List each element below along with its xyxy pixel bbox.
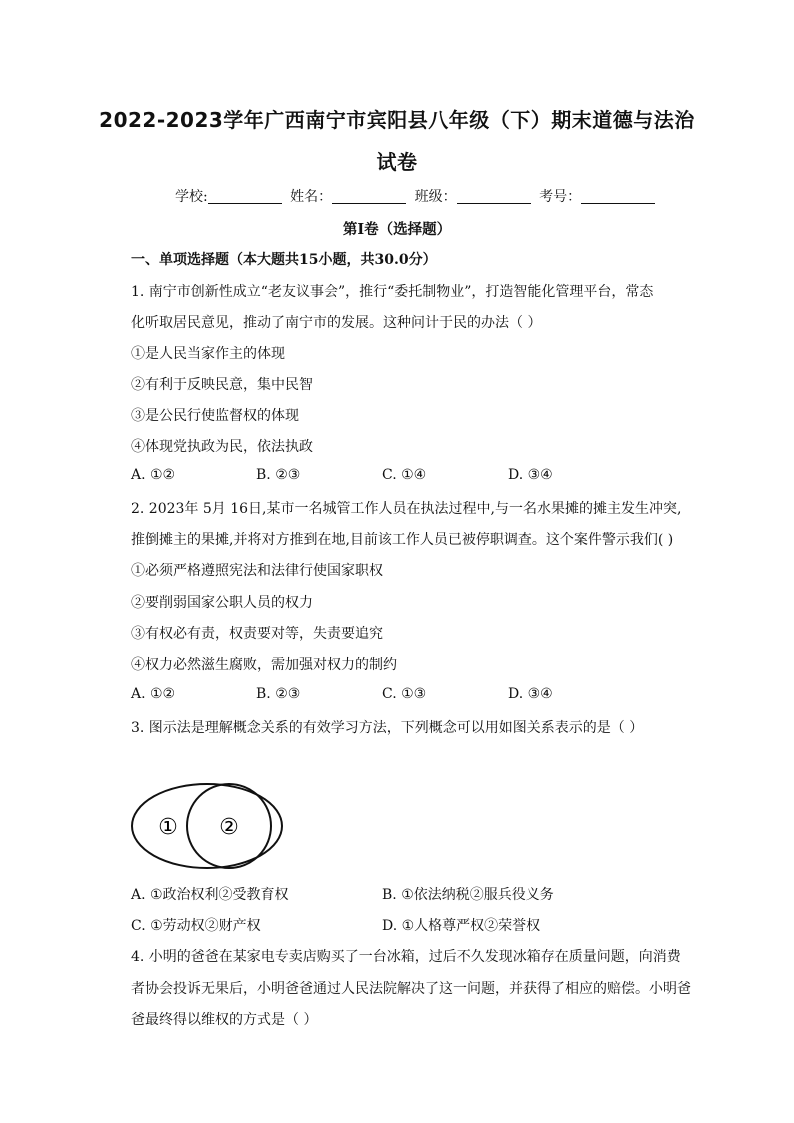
- q2-item-3: ③有权必有责，权责要对等，失责要追究: [131, 626, 383, 642]
- part-heading: 一、单项选择题（本大题共15小题，共30.0分）: [131, 252, 437, 268]
- q2-stem-line1: 2. 2023年 5月 16日,某市一名城管工作人员在执法过程中,与一名水果摊的摊主发生冲突,: [131, 501, 682, 517]
- q2-option-d[interactable]: D. ③④: [508, 686, 553, 702]
- venn-label-2: ②: [219, 815, 239, 840]
- q1-item-2: ②有利于反映民意，集中民智: [131, 377, 313, 393]
- q1-stem-line2: 化听取居民意见，推动了南宁市的发展。这种问计于民的办法（ ）: [131, 315, 542, 331]
- q4-stem-line3: 爸最终得以维权的方式是（ ）: [131, 1012, 318, 1028]
- q2-option-c[interactable]: C. ①③: [382, 686, 427, 702]
- q3-option-b[interactable]: B. ①依法纳税②服兵役义务: [382, 887, 554, 903]
- name-label: 姓名：: [290, 189, 333, 205]
- section-title: 第Ⅰ卷（选择题）: [342, 221, 452, 238]
- q1-option-a[interactable]: A. ①②: [131, 467, 176, 483]
- q4-stem-line2: 者协会投诉无果后，小明爸爸通过人民法院解决了这一问题，并获得了相应的赔偿。小明爸: [131, 981, 691, 997]
- q2-item-2: ②要削弱国家公职人员的权力: [131, 595, 313, 611]
- q3-option-a[interactable]: A. ①政治权利②受教育权: [131, 887, 289, 903]
- q2-item-1: ①必须严格遵照宪法和法律行使国家职权: [131, 563, 383, 579]
- exam-number-label: 考号：: [539, 189, 582, 205]
- name-blank[interactable]: [332, 189, 406, 204]
- q1-option-d[interactable]: D. ③④: [508, 467, 553, 483]
- q3-option-d[interactable]: D. ①人格尊严权②荣誉权: [382, 918, 541, 934]
- exam-title-line1: 2022-2023学年广西南宁市宾阳县八年级（下）期末道德与法治: [99, 108, 695, 132]
- q1-option-c[interactable]: C. ①④: [382, 467, 427, 483]
- q3-option-c[interactable]: C. ①劳动权②财产权: [131, 918, 261, 934]
- q1-item-1: ①是人民当家作主的体现: [131, 346, 285, 362]
- q4-stem-line1: 4. 小明的爸爸在某家电专卖店购买了一台冰箱，过后不久发现冰箱存在质量问题，向消费: [131, 949, 681, 965]
- school-label: 学校:: [175, 189, 208, 205]
- exam-title-line2: 试卷: [376, 150, 418, 174]
- q2-option-a[interactable]: A. ①②: [131, 686, 176, 702]
- q3-stem-line1: 3. 图示法是理解概念关系的有效学习方法，下列概念可以用如图关系表示的是（ ）: [131, 720, 644, 736]
- q1-stem-line1: 1. 南宁市创新性成立“老友议事会”，推行“委托制物业”，打造智能化管理平台，常态: [131, 284, 654, 300]
- q1-item-4: ④体现党执政为民，依法执政: [131, 439, 313, 455]
- q2-stem-line2: 推倒摊主的果摊,并将对方推到在地,目前该工作人员已被停职调查。这个案件警示我们( ): [131, 532, 674, 548]
- student-info-row: [175, 186, 659, 206]
- class-label: 班级：: [414, 189, 457, 205]
- venn-label-1: ①: [158, 815, 178, 840]
- exam-number-blank[interactable]: [581, 189, 655, 204]
- venn-diagram: [128, 780, 288, 872]
- school-blank[interactable]: [208, 189, 282, 204]
- q2-item-4: ④权力必然滋生腐败，需加强对权力的制约: [131, 657, 397, 673]
- q1-option-b[interactable]: B. ②③: [256, 467, 301, 483]
- q1-item-3: ③是公民行使监督权的体现: [131, 408, 299, 424]
- class-blank[interactable]: [457, 189, 531, 204]
- q2-option-b[interactable]: B. ②③: [256, 686, 301, 702]
